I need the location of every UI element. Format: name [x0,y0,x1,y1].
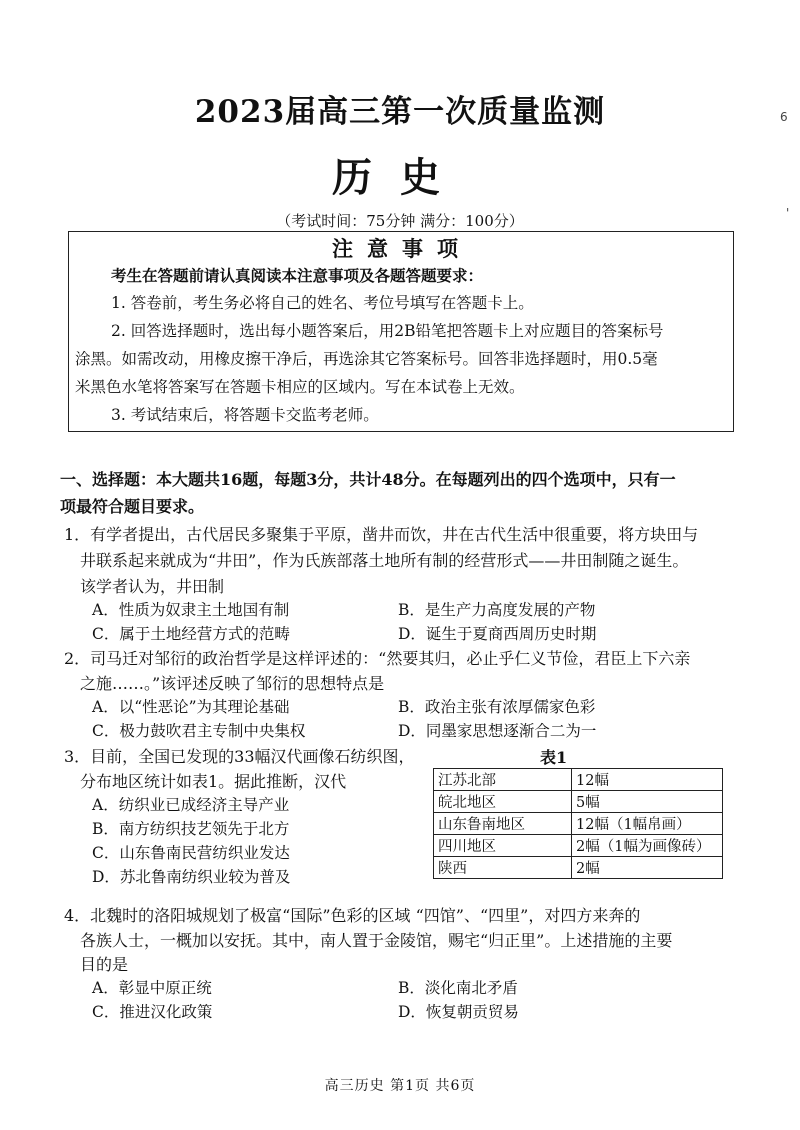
table-cell-count: 2幅（1幅为画像砖） [572,835,723,857]
q4-stem-line-3: 目的是 [80,955,129,974]
table-cell-region: 山东鲁南地区 [434,813,572,835]
table-row [434,791,723,813]
q1-option-d: D．诞生于夏商西周历史时期 [398,625,597,643]
table-cell-region: 陕西 [434,857,572,879]
q1-stem-line-1: 1．有学者提出，古代居民多聚集于平原，凿井而饮，井在古代生活中很重要，将方块田与 [64,525,699,544]
table-row [434,769,723,791]
q4-stem-line-1: 4．北魏时的洛阳城规划了极富“国际”色彩的区域 “四馆”、“四里”，对四方来奔的 [64,906,641,925]
q3-stem-line-2: 分布地区统计如表1。据此推断，汉代 [80,772,347,791]
table-1 [433,768,723,879]
margin-mark-top: 6 [780,110,788,124]
q4-stem-line-2: 各族人士，一概加以安抚。其中，南人置于金陵馆，赐宅“归正里”。上述措施的主要 [80,931,673,950]
q2-option-b: B．政治主张有浓厚儒家色彩 [398,698,596,716]
q1-stem-line-2: 井联系起来就成为“井田”，作为氏族部落土地所有制的经营形式——井田制随之诞生。 [80,551,689,570]
q4-option-d: D．恢复朝贡贸易 [398,1003,519,1021]
q2-option-d: D．同墨家思想逐渐合二为一 [398,722,597,740]
notice-box [68,231,734,432]
notice-item-2-line-1: 2. 回答选择题时，选出每小题答案后，用2B铅笔把答题卡上对应题目的答案标号 [111,322,664,340]
table-row [434,857,723,879]
q3-option-d: D．苏北鲁南纺织业较为普及 [92,868,291,886]
exam-info: （考试时间：75分钟 满分：100分） [276,212,524,230]
notice-item-2-line-2: 涂黑。如需改动，用橡皮擦干净后，再选涂其它答案标号。回答非选择题时，用0.5毫 [75,350,658,368]
table-cell-count: 12幅 [572,769,723,791]
q4-option-c: C．推进汉化政策 [92,1003,213,1021]
q1-stem-line-3: 该学者认为，井田制 [80,577,225,596]
table-cell-count: 5幅 [572,791,723,813]
q1-option-c: C．属于土地经营方式的范畴 [92,625,290,643]
table-cell-region: 江苏北部 [434,769,572,791]
q3-stem-line-1: 3．目前，全国已发现的33幅汉代画像石纺织图， [64,747,415,766]
page-footer: 高三历史 第1页 共6页 [324,1078,476,1094]
q1-option-a: A．性质为奴隶主土地国有制 [92,601,290,619]
margin-mark-mid: ' [786,206,790,220]
table-1-title: 表1 [540,748,568,767]
q2-option-a: A．以“性恶论”为其理论基础 [92,698,290,716]
notice-intro: 考生在答题前请认真阅读本注意事项及各题答题要求： [111,266,484,285]
table-row [434,835,723,857]
exam-title: 2023届高三第一次质量监测 [194,94,606,130]
q3-option-b: B．南方纺织技艺领先于北方 [92,820,290,838]
table-cell-count: 2幅 [572,857,723,879]
subject-title: 历史 [332,154,468,201]
notice-item-3: 3. 考试结束后，将答题卡交监考老师。 [111,406,379,424]
q2-stem-line-2: 之施……。”该评述反映了邹衍的思想特点是 [80,674,385,693]
section-heading-line-2: 项最符合题目要求。 [60,497,205,516]
q4-option-b: B．淡化南北矛盾 [398,979,518,997]
q3-option-a: A．纺织业已成经济主导产业 [92,796,290,814]
notice-title: 注意事项 [332,236,472,261]
q2-option-c: C．极力鼓吹君主专制中央集权 [92,722,306,740]
q1-option-b: B．是生产力高度发展的产物 [398,601,596,619]
q3-option-c: C．山东鲁南民营纺织业发达 [92,844,290,862]
table-cell-count: 12幅（1幅帛画） [572,813,723,835]
notice-item-2-line-3: 米黑色水笔将答案写在答题卡相应的区域内。写在本试卷上无效。 [75,378,525,396]
table-cell-region: 皖北地区 [434,791,572,813]
table-row [434,813,723,835]
notice-item-1: 1. 答卷前，考生务必将自己的姓名、考位号填写在答题卡上。 [111,294,534,312]
table-cell-region: 四川地区 [434,835,572,857]
section-heading-line-1: 一、选择题：本大题共16题，每题3分，共计48分。在每题列出的四个选项中，只有一 [60,470,676,489]
q4-option-a: A．彰显中原正统 [92,979,212,997]
q2-stem-line-1: 2．司马迁对邹衍的政治哲学是这样评述的：“然要其归，必止乎仁义节俭，君臣上下六亲 [64,649,691,668]
